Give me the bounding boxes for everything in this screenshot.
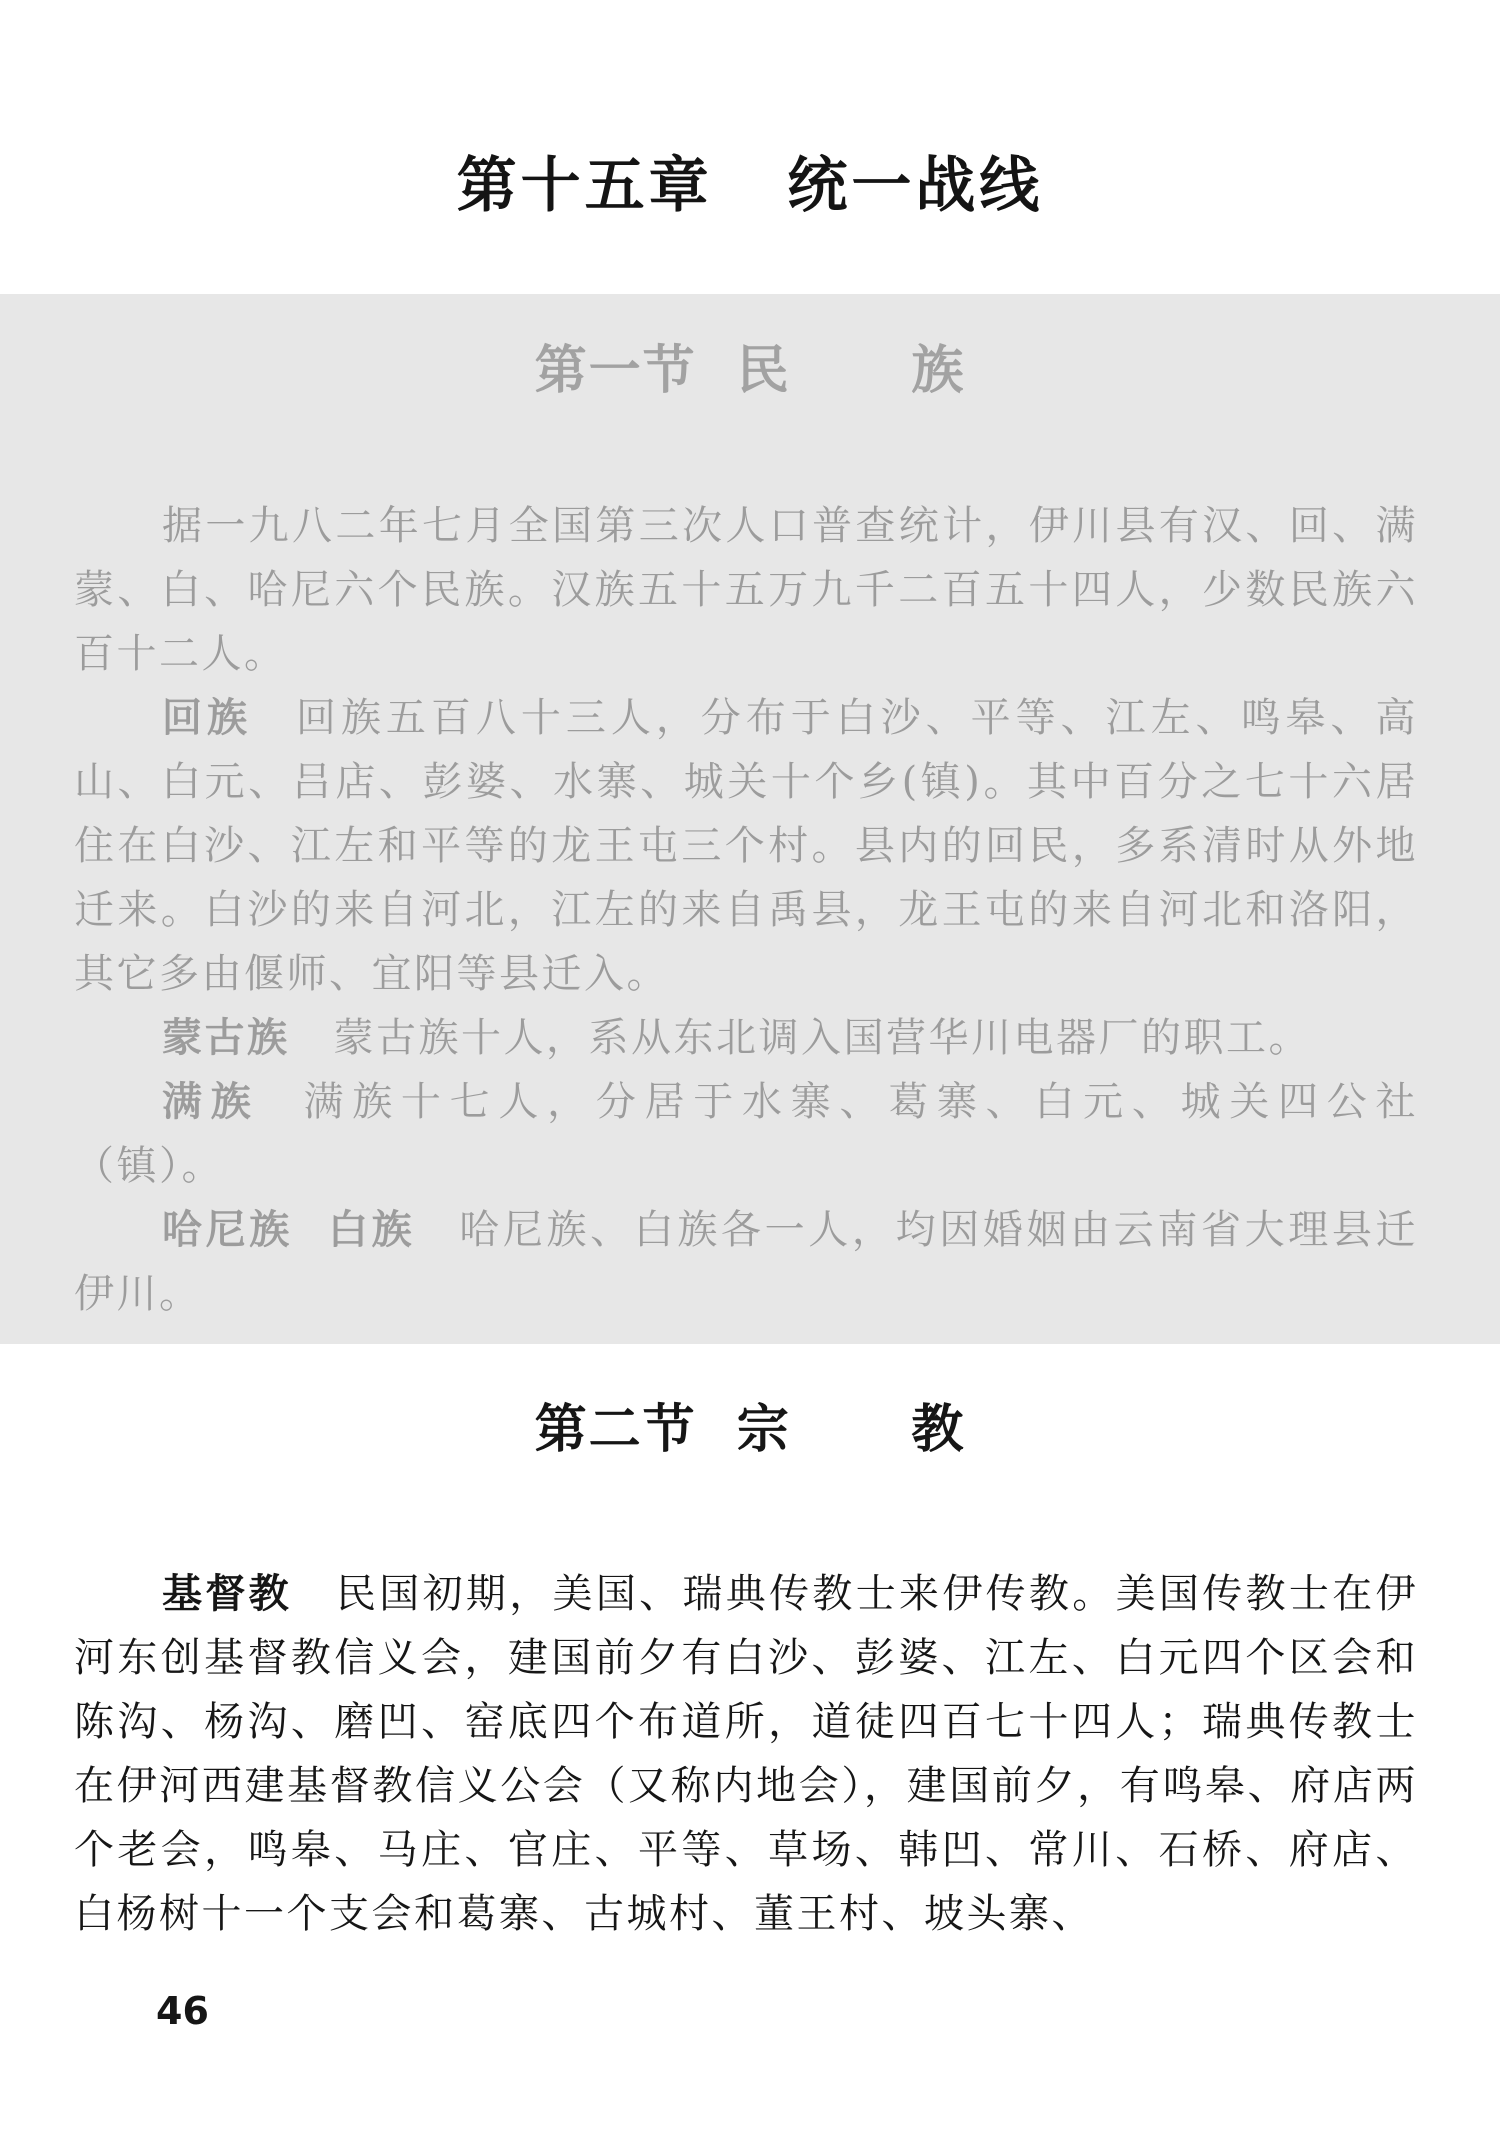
- paragraph-census: [74, 494, 1418, 686]
- section-2-body: [74, 1562, 1418, 1946]
- paragraph-term: 基督教: [162, 1571, 292, 1617]
- page-number: 46: [156, 1989, 209, 2033]
- chapter-title: 第十五章 统一战线: [456, 151, 1044, 221]
- paragraph-text: 蒙古族十人，系从东北调入国营华川电器厂的职工。: [333, 1015, 1311, 1061]
- paragraph-text: 哈尼族、白族各一人，均因婚姻由云南省大理县迁伊川。: [74, 1207, 1418, 1317]
- paragraph-term: 哈尼族 白族: [162, 1207, 416, 1253]
- paragraph-term: 回族: [162, 695, 252, 741]
- paragraph-mongol: [74, 1006, 1418, 1070]
- paragraph-text: 回族五百八十三人，分布于白沙、平等、江左、鸣皋、高山、白元、吕店、彭婆、水寨、城关十个乡(镇)。其中百分之七十六居住在白沙、江左和平等的龙王屯三个村。县内的回民，多系清时从外地迁来。白沙的来自河北，江左的来自禹县，龙王屯的来自河北和洛阳，其它多由偃师、宜阳等县迁入。: [74, 695, 1419, 997]
- paragraph-text: 满族十七人，分居于水寨、葛寨、白元、城关四公社（镇）。: [74, 1079, 1419, 1189]
- paragraph-text: 据一九八二年七月全国第三次人口普查统计，伊川县有汉、回、满 蒙、白、哈尼六个民族。汉族五十五万九千二百五十四人，少数民族六百十二人。: [74, 503, 1418, 677]
- paragraph-term: 蒙古族: [162, 1015, 290, 1061]
- paragraph-text: 民国初期，美国、瑞典传教士来伊传教。美国传教士在伊河东创基督教信义会，建国前夕有白沙、彭婆、江左、白元四个区会和陈沟、杨沟、磨凹、窑底四个布道所，道徒四百七十四人；瑞典传教士在伊河西建基督教信义公会（又称内地会），建国前夕，有鸣皋、府店两个老会，鸣皋、马庄、官庄、平等、草场、韩凹、常川、石桥、府店、白杨树十一个支会和葛寨、古城村、董王村、坡头寨、: [74, 1571, 1419, 1937]
- paragraph-hani-bai: [74, 1198, 1418, 1326]
- section-ethnic-groups: [0, 294, 1500, 1344]
- section-1-heading: 第一节 民 族: [534, 340, 966, 401]
- paragraph-hui: [74, 686, 1418, 1006]
- paragraph-manchu: [74, 1070, 1418, 1198]
- section-1-body: [74, 494, 1418, 1326]
- section-2-heading: 第二节 宗 教: [534, 1399, 966, 1460]
- paragraph-christianity: [74, 1562, 1418, 1946]
- paragraph-term: 满族: [162, 1079, 260, 1125]
